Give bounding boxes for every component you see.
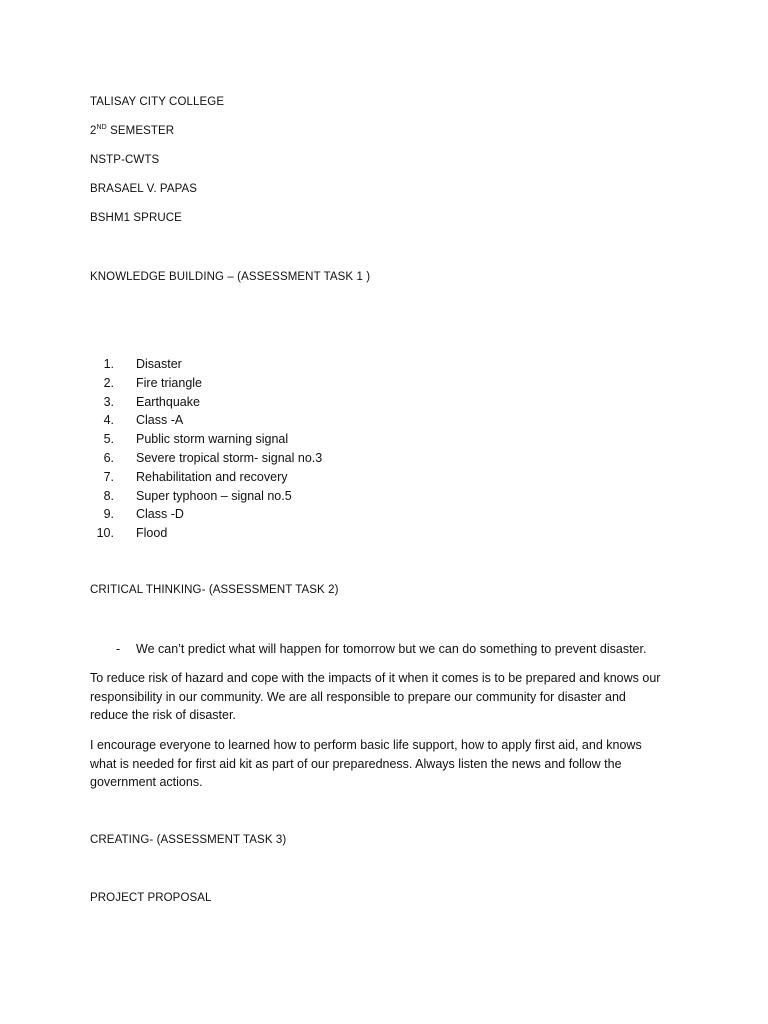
item-number: 9. bbox=[103, 507, 114, 522]
section-name: BSHM1 SPRUCE bbox=[90, 212, 182, 224]
paragraph-line: I encourage everyone to learned how to perform basic life support, how to apply first aid, and knows bbox=[90, 738, 642, 752]
item-text: Super typhoon – signal no.5 bbox=[136, 488, 292, 503]
task3-heading: CREATING- (ASSESSMENT TASK 3) bbox=[90, 834, 287, 846]
list-item bbox=[90, 524, 168, 543]
list-item bbox=[90, 430, 289, 449]
item-number: 3. bbox=[103, 394, 114, 409]
college-name: TALISAY CITY COLLEGE bbox=[90, 96, 225, 108]
paragraph-line: what is needed for first aid kit as part of our preparedness. Always listen the news and follow the bbox=[90, 756, 622, 771]
item-text: Disaster bbox=[136, 357, 182, 371]
task2-paragraph-1 bbox=[90, 669, 690, 725]
item-text: Fire triangle bbox=[136, 375, 202, 390]
paragraph-line: responsibility in our community. We are all responsible to prepare our community for disaster and bbox=[90, 689, 626, 704]
task3-subheading: PROJECT PROPOSAL bbox=[90, 892, 212, 904]
item-number: 10. bbox=[96, 526, 114, 541]
task1-answer-list bbox=[90, 355, 323, 543]
semester-line bbox=[90, 123, 174, 139]
list-item bbox=[90, 374, 202, 393]
bullet-text: We can’t predict what will happen for tomorrow but we can do something to prevent disaster. bbox=[136, 642, 647, 656]
paragraph-line: government actions. bbox=[90, 775, 203, 789]
item-number: 1. bbox=[103, 357, 114, 371]
item-text: Earthquake bbox=[136, 394, 200, 409]
item-number: 4. bbox=[103, 413, 114, 428]
list-item bbox=[90, 487, 292, 506]
semester-ordinal: ND bbox=[96, 124, 107, 131]
item-text: Rehabilitation and recovery bbox=[136, 469, 288, 484]
item-text: Public storm warning signal bbox=[136, 432, 289, 447]
item-text: Severe tropical storm- signal no.3 bbox=[136, 450, 323, 465]
item-number: 6. bbox=[103, 450, 114, 465]
course-name: NSTP-CWTS bbox=[90, 154, 160, 166]
list-item bbox=[90, 468, 288, 487]
list-item bbox=[90, 411, 184, 430]
list-item bbox=[90, 449, 323, 468]
student-name: BRASAEL V. PAPAS bbox=[90, 183, 198, 195]
task2-heading: CRITICAL THINKING- (ASSESSMENT TASK 2) bbox=[90, 584, 339, 596]
semester-word: SEMESTER bbox=[106, 125, 175, 137]
item-number: 7. bbox=[103, 469, 114, 484]
bullet-dash: - bbox=[116, 642, 121, 656]
item-number: 2. bbox=[103, 375, 114, 390]
item-text: Class -D bbox=[136, 507, 184, 522]
paragraph-line: To reduce risk of hazard and cope with the impacts of it when it comes is to be prepared and knows our bbox=[90, 671, 661, 685]
item-number: 8. bbox=[103, 488, 114, 503]
item-text: Flood bbox=[136, 526, 168, 541]
semester-number: 2 bbox=[90, 125, 97, 137]
list-item bbox=[90, 355, 182, 374]
item-number: 5. bbox=[103, 432, 114, 447]
list-item bbox=[90, 393, 200, 412]
task1-heading: KNOWLEDGE BUILDING – (ASSESSMENT TASK 1 ) bbox=[90, 271, 371, 283]
task2-paragraph-2 bbox=[90, 736, 690, 792]
paragraph-line: reduce the risk of disaster. bbox=[90, 708, 236, 722]
item-text: Class -A bbox=[136, 413, 184, 428]
list-item bbox=[90, 505, 184, 524]
